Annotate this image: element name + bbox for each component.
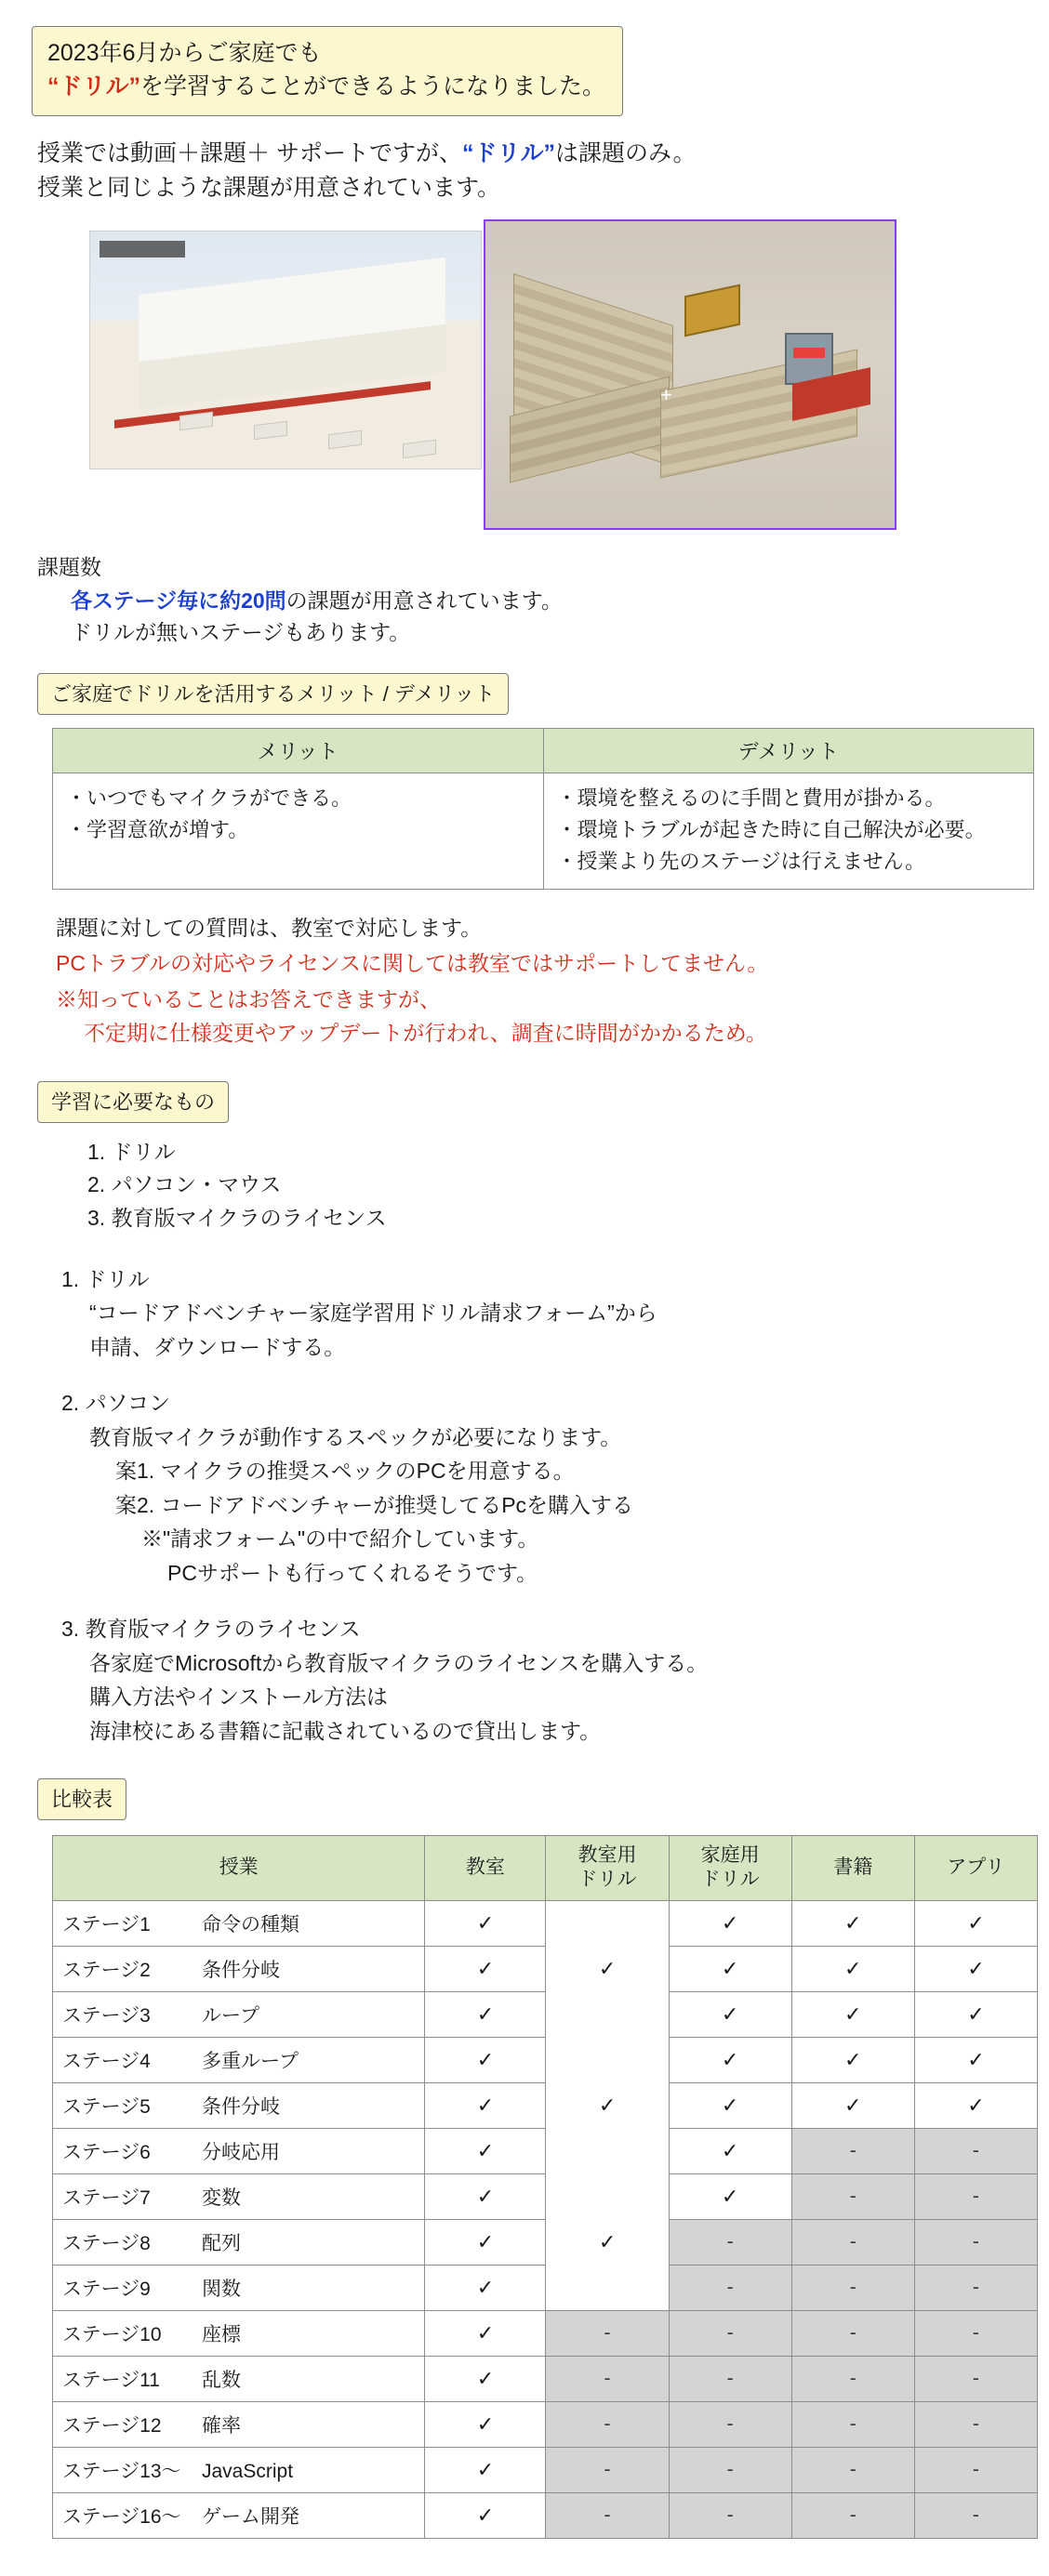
- support-note-3: ※知っていることはお答えできますが、: [56, 986, 441, 1011]
- comparison-cell: [546, 1900, 669, 1946]
- comparison-cell: ✓: [669, 1900, 791, 1946]
- comparison-cell: ✓: [914, 1946, 1037, 1991]
- stage-topic: 命令の種類: [202, 1913, 299, 1935]
- detail-3-line: 各家庭でMicrosoftから教育版マイクラのライセンスを購入する。: [89, 1650, 709, 1675]
- highlight-banner: [32, 26, 623, 116]
- table-row: [53, 2265, 1038, 2310]
- comparison-cell: [546, 2265, 669, 2310]
- table-row: [53, 2173, 1038, 2219]
- comparison-cell: [546, 2173, 669, 2219]
- stage-number: ステージ3: [62, 2004, 151, 2027]
- needs-section-tag: 学習に必要なもの: [37, 1081, 229, 1123]
- intro-line-1c: は課題のみ。: [554, 139, 697, 166]
- comparison-cell: ✓: [425, 2310, 546, 2356]
- stage-label-cell: [53, 2037, 425, 2082]
- compare-header-home-drill: [669, 1836, 791, 1901]
- minecraft-overview-image: [89, 231, 482, 469]
- compare-header-classroom-drill-l2: ドリル: [578, 1869, 637, 1891]
- comparison-cell: -: [669, 2356, 791, 2401]
- compare-header-lesson: 授業: [53, 1836, 425, 1901]
- comparison-cell: -: [914, 2356, 1037, 2401]
- needs-item: 2. パソコン・マウス: [87, 1172, 282, 1197]
- stage-label-cell: [53, 2447, 425, 2492]
- comparison-cell: ✓: [914, 2082, 1037, 2128]
- stage-topic: 乱数: [202, 2369, 241, 2391]
- stage-number: ステージ4: [62, 2050, 151, 2072]
- stage-label-cell: [53, 2265, 425, 2310]
- demerit-item: ・環境トラブルが起きた時に自己解決が必要。: [556, 817, 986, 841]
- comparison-cell: ✓: [425, 1946, 546, 1991]
- banner-line-1: 2023年6月からご家庭でも: [47, 40, 322, 66]
- compare-header-book: 書籍: [791, 1836, 914, 1901]
- comparison-cell: ✓: [669, 2037, 791, 2082]
- intro-drill-term: “ドリル”: [461, 139, 555, 166]
- stage-number: ステージ5: [62, 2095, 151, 2118]
- comparison-cell: ✓: [425, 2265, 546, 2310]
- comparison-cell: -: [791, 2173, 914, 2219]
- compare-header-home-drill-l1: 家庭用: [700, 1844, 760, 1867]
- table-row: [53, 1991, 1038, 2037]
- stage-number: ステージ12: [62, 2414, 162, 2437]
- comparison-cell: -: [914, 2310, 1037, 2356]
- comparison-cell: -: [914, 2265, 1037, 2310]
- compare-header-classroom-drill-l1: 教室用: [578, 1844, 637, 1867]
- comparison-cell: -: [546, 2447, 669, 2492]
- stage-topic: 分岐応用: [202, 2141, 280, 2163]
- comparison-cell: -: [669, 2310, 791, 2356]
- needs-item: 1. ドリル: [87, 1139, 176, 1164]
- stage-number: ステージ9: [62, 2278, 151, 2300]
- comparison-cell: -: [791, 2447, 914, 2492]
- comparison-cell: ✓: [791, 1946, 914, 1991]
- detail-2-line: ※"請求フォーム"の中で紹介しています。: [141, 1526, 539, 1552]
- stage-number: ステージ10: [62, 2323, 162, 2345]
- comparison-cell: ✓: [669, 1946, 791, 1991]
- task-count-line-1: [71, 585, 1017, 617]
- stage-number: ステージ1: [62, 1913, 151, 1935]
- comparison-cell: -: [546, 2356, 669, 2401]
- comparison-cell: ✓: [546, 1946, 669, 1991]
- comparison-cell: ✓: [791, 2082, 914, 2128]
- stage-label-cell: [53, 1991, 425, 2037]
- table-row: [53, 2310, 1038, 2356]
- crosshair-icon: +: [660, 382, 672, 406]
- stage-label-cell: [53, 2082, 425, 2128]
- comparison-cell: ✓: [546, 2082, 669, 2128]
- compare-header-home-drill-l2: ドリル: [700, 1869, 760, 1891]
- merit-table-row: [53, 773, 1034, 889]
- banner-line-2: [47, 70, 605, 103]
- detail-3-line: 海津校にある書籍に記載されているので貸出します。: [89, 1718, 602, 1743]
- comparison-cell: -: [914, 2219, 1037, 2265]
- detail-1-line: 申請、ダウンロードする。: [89, 1334, 346, 1359]
- comparison-cell: ✓: [669, 2082, 791, 2128]
- comparison-cell: ✓: [425, 2492, 546, 2538]
- table-row: [53, 2356, 1038, 2401]
- compare-section-tag: 比較表: [37, 1778, 126, 1820]
- comparison-cell: ✓: [425, 2356, 546, 2401]
- needs-item: 3. 教育版マイクラのライセンス: [87, 1206, 387, 1231]
- comparison-cell: ✓: [425, 2219, 546, 2265]
- comparison-table: [52, 1835, 1038, 2539]
- detail-2-line: 案1. マイクラの推奨スペックのPCを用意する。: [115, 1459, 575, 1484]
- detail-2-line: 教育版マイクラが動作するスペックが必要になります。: [89, 1424, 622, 1449]
- detail-2-title: 2. パソコン: [61, 1391, 171, 1416]
- comparison-cell: -: [546, 2401, 669, 2447]
- comparison-cell: -: [791, 2310, 914, 2356]
- stage-topic: 関数: [202, 2278, 241, 2300]
- comparison-cell: ✓: [791, 1991, 914, 2037]
- comparison-cell: ✓: [791, 2037, 914, 2082]
- detail-3-title: 3. 教育版マイクラのライセンス: [61, 1617, 361, 1642]
- comparison-cell: -: [791, 2128, 914, 2173]
- task-count-line-1b: の課題が用意されています。: [285, 588, 563, 613]
- stage-label-cell: [53, 2492, 425, 2538]
- comparison-cell: -: [669, 2447, 791, 2492]
- stage-number: ステージ11: [62, 2369, 160, 2391]
- table-row: [53, 2037, 1038, 2082]
- banner-line-2-rest: を学習することができるようになりました。: [140, 73, 606, 100]
- stage-topic: 座標: [202, 2323, 241, 2345]
- support-note-4: 不定期に仕様変更やアップデートが行われ、調査に時間がかかるため。: [84, 1021, 767, 1046]
- task-count-heading: 課題数: [37, 554, 101, 579]
- stage-topic: 変数: [202, 2186, 241, 2209]
- comparison-cell: [546, 2128, 669, 2173]
- stage-label-cell: [53, 2128, 425, 2173]
- stage-number: ステージ16〜: [62, 2505, 181, 2528]
- comparison-cell: ✓: [669, 2128, 791, 2173]
- intro-line-2: 授業と同じような課題が用意されています。: [37, 175, 501, 201]
- merit-item: ・学習意欲が増す。: [66, 817, 249, 841]
- banner-drill-term: “ドリル”: [47, 73, 141, 100]
- stage-topic: 配列: [202, 2232, 241, 2254]
- stage-number: ステージ7: [62, 2186, 151, 2209]
- merit-cell-demerits: [543, 773, 1034, 889]
- comparison-cell: ✓: [914, 1900, 1037, 1946]
- comparison-cell: -: [669, 2265, 791, 2310]
- merit-header-demerit: デメリット: [543, 728, 1034, 773]
- merit-item: ・いつでもマイクラができる。: [66, 786, 352, 810]
- comparison-cell: -: [791, 2356, 914, 2401]
- table-row: [53, 2492, 1038, 2538]
- compare-header-classroom: 教室: [425, 1836, 546, 1901]
- detail-3-line: 購入方法やインストール方法は: [89, 1684, 388, 1710]
- stage-label-cell: [53, 2219, 425, 2265]
- comparison-cell: [546, 1991, 669, 2037]
- comparison-cell: -: [914, 2447, 1037, 2492]
- comparison-cell: -: [914, 2128, 1037, 2173]
- stage-topic: ゲーム開発: [202, 2505, 299, 2528]
- comparison-cell: -: [546, 2492, 669, 2538]
- stage-number: ステージ13〜: [62, 2460, 181, 2482]
- intro-line-1: [37, 137, 1017, 172]
- comparison-cell: ✓: [425, 2401, 546, 2447]
- table-row: [53, 1946, 1038, 1991]
- comparison-cell: -: [669, 2492, 791, 2538]
- comparison-cell: -: [546, 2310, 669, 2356]
- stage-label-cell: [53, 2356, 425, 2401]
- detail-1-line: “コードアドベンチャー家庭学習用ドリル請求フォーム”から: [89, 1301, 657, 1326]
- stage-label-cell: [53, 2401, 425, 2447]
- stage-label-cell: [53, 2173, 425, 2219]
- intro-line-1a: 授業では動画＋課題＋ サポートですが、: [37, 139, 462, 166]
- stage-label-cell: [53, 2310, 425, 2356]
- comparison-cell: ✓: [791, 1900, 914, 1946]
- merit-section-tag: ご家庭でドリルを活用するメリット / デメリット: [37, 673, 509, 715]
- comparison-cell: ✓: [669, 1991, 791, 2037]
- minecraft-stage-image: [484, 219, 896, 530]
- table-row: [53, 2128, 1038, 2173]
- merit-table-header-row: [53, 728, 1034, 773]
- stage-topic: 条件分岐: [202, 1959, 280, 1981]
- comparison-cell: ✓: [425, 2082, 546, 2128]
- comparison-cell: -: [669, 2401, 791, 2447]
- stage-topic: 多重ループ: [202, 2050, 299, 2072]
- comparison-cell: -: [914, 2401, 1037, 2447]
- stage-topic: JavaScript: [202, 2460, 294, 2482]
- stage-label-cell: [53, 1900, 425, 1946]
- screenshot-row: [32, 219, 1017, 526]
- demerit-item: ・授業より先のステージは行えません。: [556, 849, 925, 873]
- compare-header-classroom-drill: [546, 1836, 669, 1901]
- stage-topic: ループ: [202, 2004, 259, 2027]
- stage-number: ステージ8: [62, 2232, 151, 2254]
- stage-number: ステージ6: [62, 2141, 151, 2163]
- comparison-cell: ✓: [546, 2219, 669, 2265]
- comparison-cell: -: [791, 2401, 914, 2447]
- comparison-table-body: [53, 1900, 1038, 2538]
- comparison-cell: ✓: [425, 1991, 546, 2037]
- support-note-2: PCトラブルの対応やライセンスに関しては教室ではサポートしてません。: [56, 951, 769, 976]
- comparison-cell: -: [791, 2265, 914, 2310]
- task-count-emphasis: 各ステージ毎に約20問: [71, 588, 286, 613]
- comparison-cell: ✓: [914, 2037, 1037, 2082]
- comparison-cell: ✓: [425, 2173, 546, 2219]
- stage-label-cell: [53, 1946, 425, 1991]
- comparison-cell: -: [914, 2173, 1037, 2219]
- comparison-cell: ✓: [425, 2037, 546, 2082]
- table-row: [53, 2082, 1038, 2128]
- merit-table: [52, 728, 1034, 890]
- comparison-cell: -: [914, 2492, 1037, 2538]
- support-note-1: 課題に対しての質問は、教室で対応します。: [56, 915, 483, 940]
- comparison-cell: -: [791, 2492, 914, 2538]
- comparison-cell: ✓: [425, 1900, 546, 1946]
- demerit-item: ・環境を整えるのに手間と費用が掛かる。: [556, 786, 946, 810]
- stage-topic: 条件分岐: [202, 2095, 280, 2118]
- comparison-cell: -: [791, 2219, 914, 2265]
- detail-2-line: 案2. コードアドベンチャーが推奨してるPcを購入する: [115, 1492, 634, 1517]
- detail-1-title: 1. ドリル: [61, 1266, 150, 1291]
- table-row: [53, 2401, 1038, 2447]
- comparison-cell: [546, 2037, 669, 2082]
- merit-cell-merits: [53, 773, 544, 889]
- merit-header-merit: メリット: [53, 728, 544, 773]
- comparison-cell: ✓: [914, 1991, 1037, 2037]
- detail-2-line: PCサポートも行ってくれるそうです。: [167, 1560, 538, 1585]
- comparison-header-row: [53, 1836, 1038, 1901]
- comparison-cell: ✓: [425, 2128, 546, 2173]
- table-row: [53, 1900, 1038, 1946]
- needs-list: [87, 1136, 1017, 1235]
- stage-number: ステージ2: [62, 1959, 151, 1981]
- task-count-line-2: ドリルが無いステージもあります。: [71, 620, 411, 644]
- compare-header-app: アプリ: [914, 1836, 1037, 1901]
- comparison-cell: ✓: [425, 2447, 546, 2492]
- stage-topic: 確率: [202, 2414, 241, 2437]
- intro-paragraph: [37, 137, 1017, 206]
- table-row: [53, 2447, 1038, 2492]
- comparison-cell: ✓: [669, 2173, 791, 2219]
- comparison-cell: -: [669, 2219, 791, 2265]
- table-row: [53, 2219, 1038, 2265]
